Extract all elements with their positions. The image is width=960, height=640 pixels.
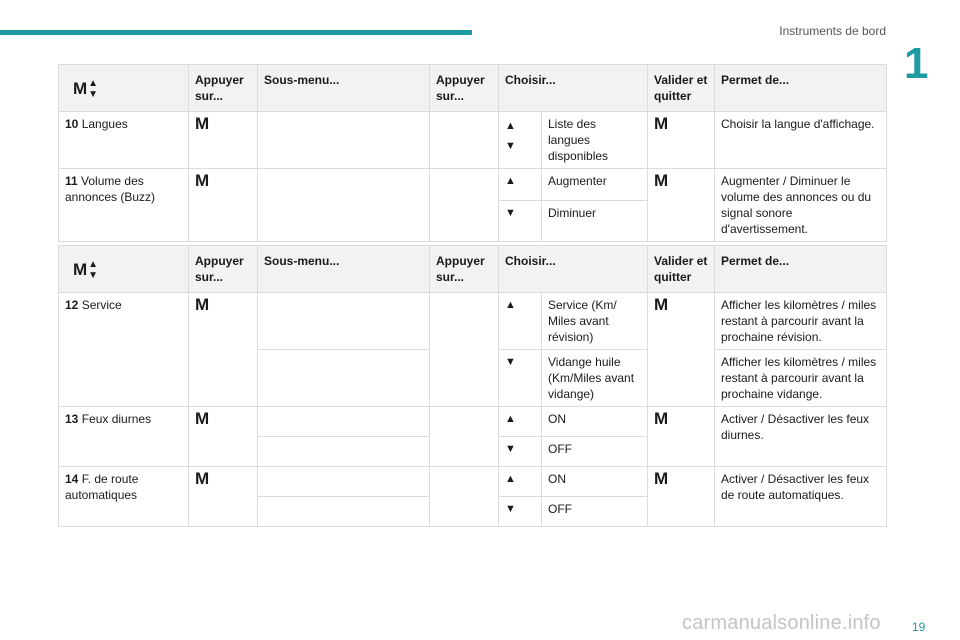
m-key-icon: M [654, 409, 669, 428]
down-arrow-icon: ▼ [499, 437, 542, 467]
choice-text: ON [542, 467, 648, 497]
col-press: Appuyer sur... [189, 246, 258, 293]
col-press: Appuyer sur... [189, 65, 258, 112]
chapter-number: 1 [904, 39, 929, 88]
col-press2: Appuyer sur... [430, 246, 499, 293]
section-title: Instruments de bord [779, 24, 886, 38]
m-key-icon: M [195, 114, 210, 133]
description-text: Activer / Désactiver les feux de route automatiques. [715, 467, 887, 527]
description-text: Choisir la langue d'affichage. [715, 112, 887, 169]
menu-item-label: 11 Volume des annonces (Buzz) [59, 169, 189, 242]
m-key-icon: M [654, 114, 669, 133]
col-allows: Permet de... [715, 246, 887, 293]
choice-text: ON [542, 407, 648, 437]
settings-table-2 [58, 245, 887, 527]
col-confirm: Valider et quitter [648, 246, 715, 293]
down-arrow-icon: ▼ [499, 350, 542, 407]
up-arrow-icon: ▲ [505, 120, 516, 132]
down-arrow-icon: ▼ [499, 497, 542, 527]
header-accent-bar [0, 30, 472, 35]
watermark: carmanualsonline.info [682, 612, 881, 634]
col-confirm: Valider et quitter [648, 65, 715, 112]
description-text: Activer / Désactiver les feux diurnes. [715, 407, 887, 467]
table-row [59, 112, 887, 169]
m-key-icon: M [195, 469, 210, 488]
page-number: 19 [912, 620, 926, 634]
choice-text: Augmenter [542, 169, 648, 201]
up-arrow-icon: ▲ [499, 467, 542, 497]
choice-text: Vidange huile (Km/Miles avant vidange) [542, 350, 648, 407]
mode-key-header [59, 246, 189, 293]
m-key-icon: M [654, 171, 669, 190]
choice-text: OFF [542, 437, 648, 467]
description-text: Afficher les kilomètres / miles restant à parcourir avant la prochaine vidange. [715, 350, 887, 407]
col-press2: Appuyer sur... [430, 65, 499, 112]
mode-key-header [59, 65, 189, 112]
choice-text: Service (Km/ Miles avant révision) [542, 293, 648, 350]
col-submenu: Sous-menu... [258, 246, 430, 293]
arrow-keys-cell [499, 112, 542, 169]
table-row [59, 407, 887, 437]
up-arrow-icon: ▲ [499, 293, 542, 350]
m-key-icon: M [195, 409, 210, 428]
m-key-icon: M [654, 469, 669, 488]
down-arrow-icon: ▼ [88, 89, 99, 100]
col-choose: Choisir... [499, 246, 648, 293]
table-row [59, 467, 887, 497]
choice-text: OFF [542, 497, 648, 527]
description-text: Augmenter / Diminuer le volume des annonces ou du signal sonore d'avertissement. [715, 169, 887, 242]
m-key-icon: M [195, 171, 210, 190]
description-text: Afficher les kilomètres / miles restant à parcourir avant la prochaine révision. [715, 293, 887, 350]
m-key-icon: M [73, 79, 88, 98]
up-arrow-icon: ▲ [88, 78, 99, 89]
m-key-icon: M [195, 295, 210, 314]
settings-table-1 [58, 64, 887, 242]
up-arrow-icon: ▲ [88, 259, 99, 270]
menu-item-label: 12 Service [59, 293, 189, 407]
choice-text: Diminuer [542, 200, 648, 241]
down-arrow-icon: ▼ [505, 140, 516, 152]
col-choose: Choisir... [499, 65, 648, 112]
up-arrow-icon: ▲ [499, 169, 542, 201]
m-key-icon: M [654, 295, 669, 314]
m-key-icon: M [73, 260, 88, 279]
choice-text: Liste des langues disponibles [542, 112, 648, 169]
up-arrow-icon: ▲ [499, 407, 542, 437]
table-row [59, 293, 887, 350]
down-arrow-icon: ▼ [88, 270, 99, 281]
menu-item-label: 14 F. de route automatiques [59, 467, 189, 527]
col-submenu: Sous-menu... [258, 65, 430, 112]
down-arrow-icon: ▼ [499, 200, 542, 241]
col-allows: Permet de... [715, 65, 887, 112]
table-row [59, 169, 887, 201]
menu-item-label: 10 Langues [59, 112, 189, 169]
menu-item-label: 13 Feux diurnes [59, 407, 189, 467]
